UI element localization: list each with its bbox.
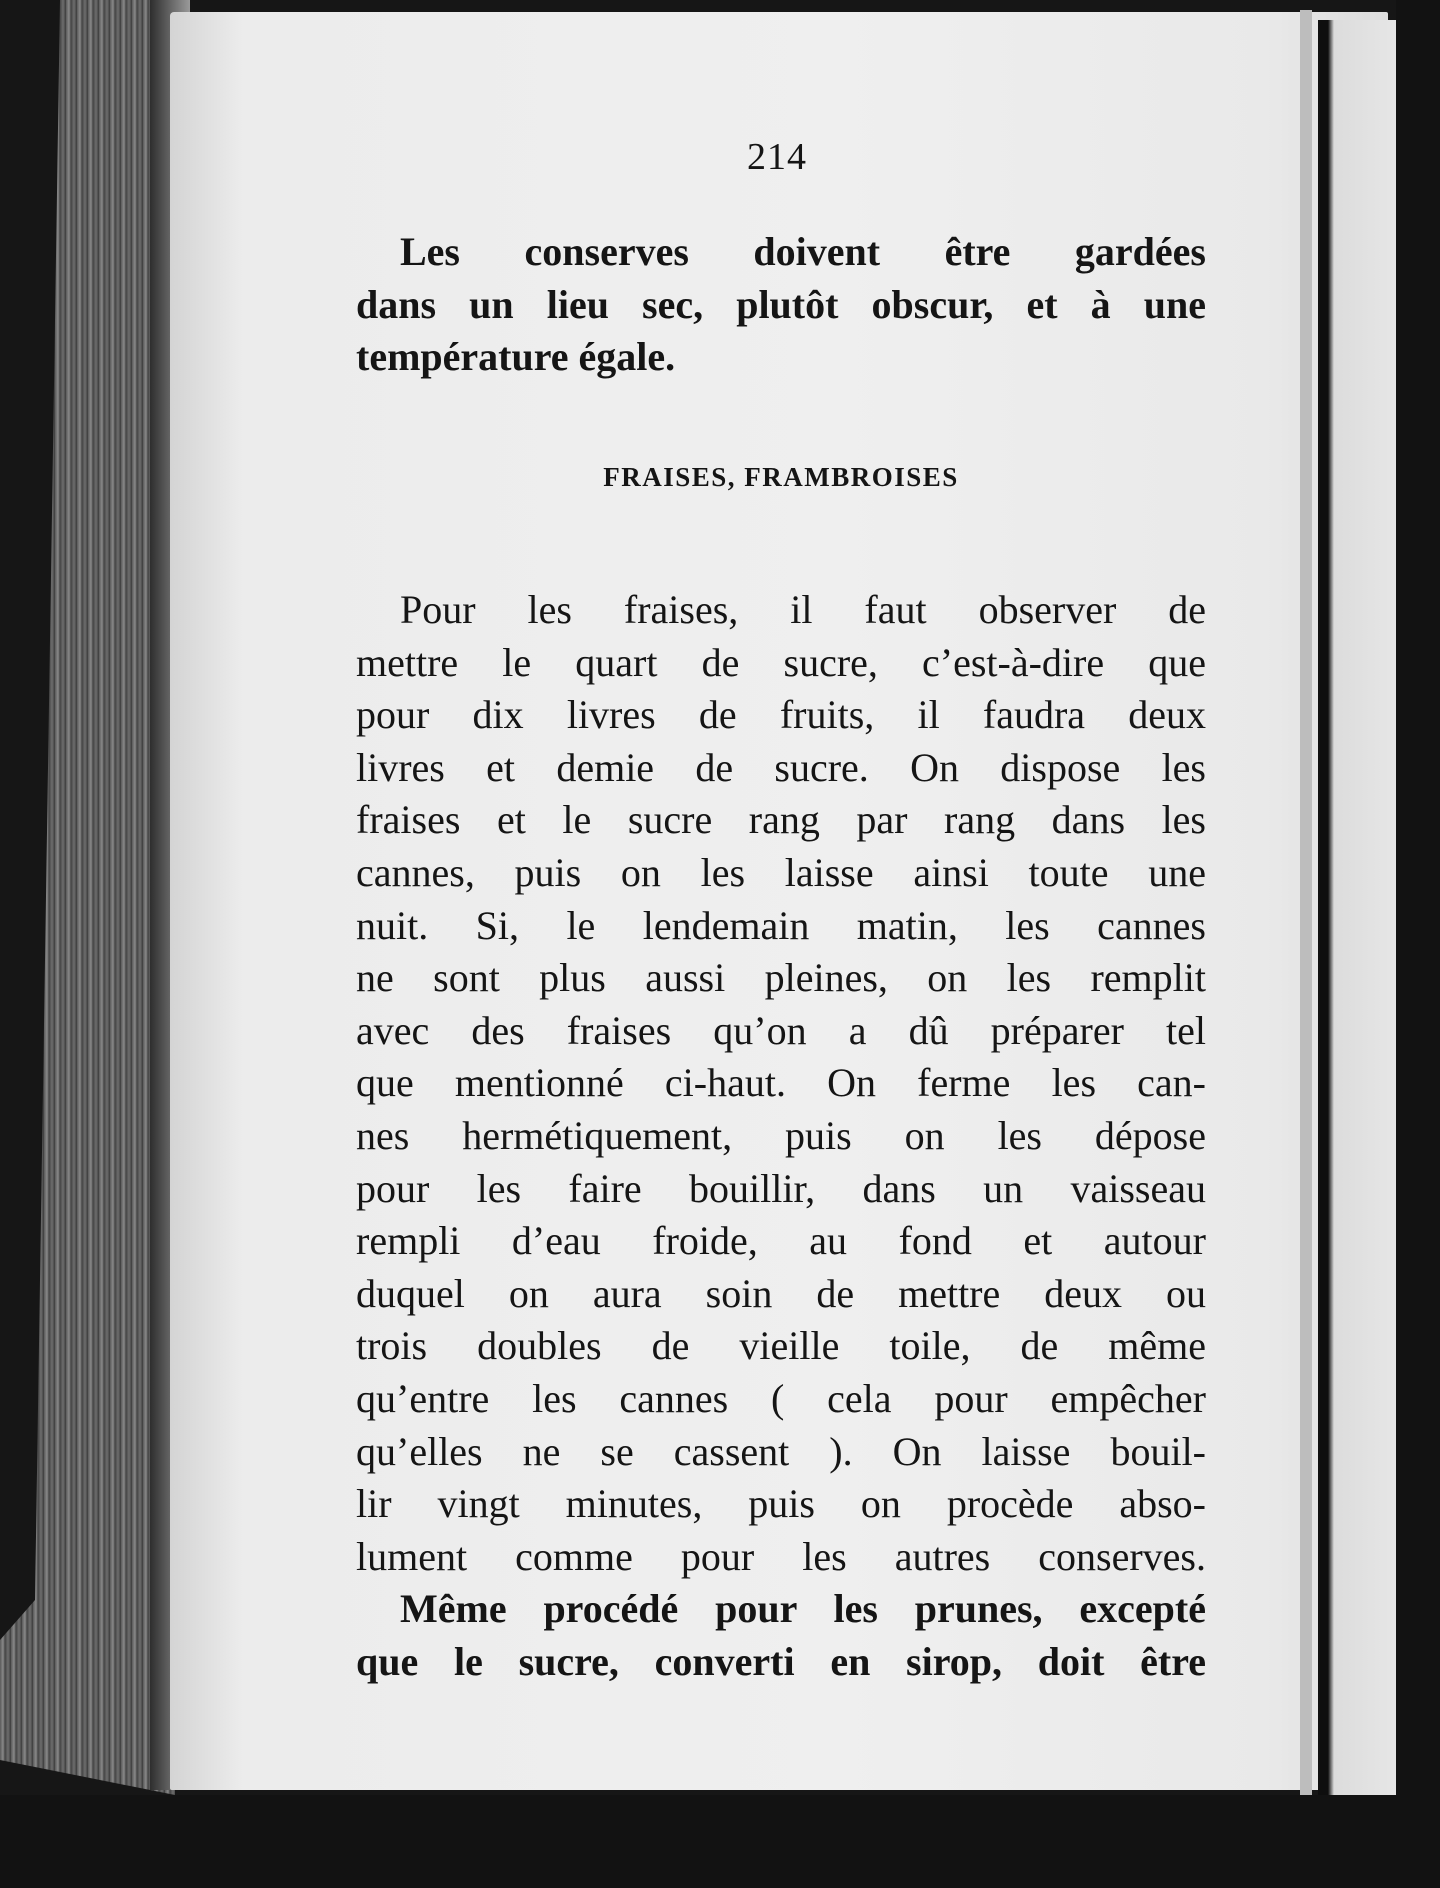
text-line: Pour les fraises, il faut observer de <box>400 587 1206 632</box>
text-line: cannes, puis on les laisse ainsi toute une <box>356 849 1206 895</box>
text-line: duquel on aura soin de mettre deux ou <box>356 1270 1206 1316</box>
text-line: Les conserves doivent être gardées <box>400 229 1206 274</box>
text-line: lument comme pour les autres conserves. <box>356 1533 1206 1579</box>
text-line: que mentionné ci-haut. On ferme les can- <box>356 1060 1206 1106</box>
text-line: que le sucre, converti en sirop, doit être <box>356 1638 1206 1684</box>
text-line: nes hermétiquement, puis on les dépose <box>356 1112 1206 1158</box>
text-line: Même procédé pour les prunes, excepté <box>400 1586 1206 1631</box>
text-line: livres et demie de sucre. On dispose les <box>356 744 1206 790</box>
text-line: avec des fraises qu’on a dû préparer tel <box>356 1007 1206 1053</box>
paragraph-strawberries <box>356 584 1206 1583</box>
text-line: dans un lieu sec, plutôt obscur, et à une <box>356 281 1206 327</box>
page-number: 214 <box>747 136 807 178</box>
text-line: température égale. <box>356 334 676 379</box>
paragraph-storage <box>356 226 1206 384</box>
text-line: rempli d’eau froide, au fond et autour <box>356 1218 1206 1264</box>
text-line: fraises et le sucre rang par rang dans les <box>356 797 1206 843</box>
text-line: mettre le quart de sucre, c’est-à-dire que <box>356 639 1206 685</box>
bottom-background <box>0 1795 1440 1888</box>
text-line: nuit. Si, le lendemain matin, les cannes <box>356 902 1206 948</box>
text-line: qu’elles ne se cassent ). On laisse bouil- <box>356 1428 1206 1474</box>
paragraph-plums <box>356 1583 1206 1688</box>
right-edge-shadow <box>1396 0 1440 1888</box>
text-line: pour dix livres de fruits, il faudra deux <box>356 692 1206 738</box>
right-page-fragment <box>1318 20 1408 1795</box>
book-page-edges <box>0 0 175 1800</box>
text-line: pour les faire bouillir, dans un vaisseau <box>356 1165 1206 1211</box>
text-line: lir vingt minutes, puis on procède abso- <box>356 1481 1206 1527</box>
page-gutter <box>1300 10 1312 1800</box>
text-line: ne sont plus aussi pleines, on les remplit <box>356 955 1206 1001</box>
section-heading: FRAISES, FRAMBROISES <box>603 462 959 492</box>
text-line: trois doubles de vieille toile, de même <box>356 1323 1206 1369</box>
text-line: qu’entre les cannes ( cela pour empêcher <box>356 1375 1206 1421</box>
